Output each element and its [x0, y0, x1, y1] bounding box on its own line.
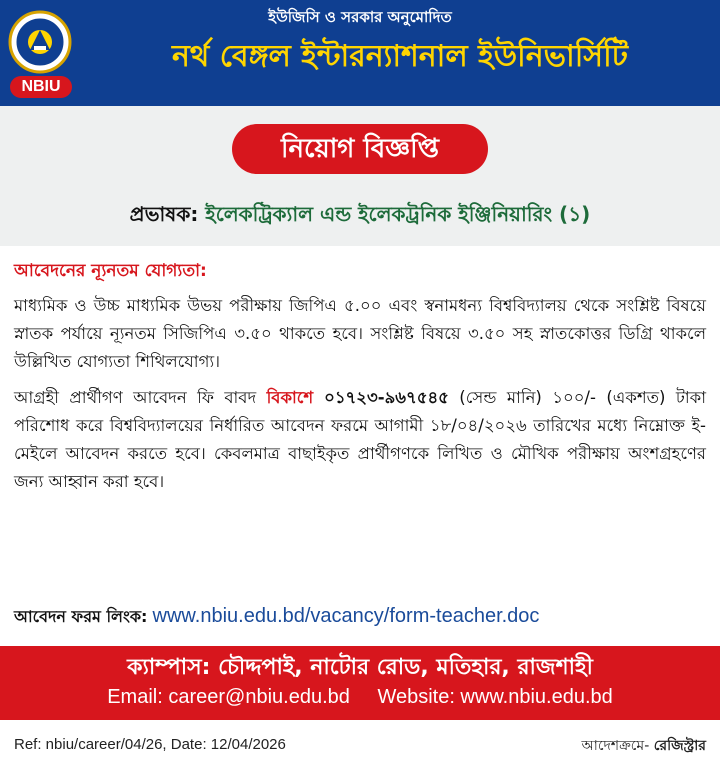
contact-footer — [0, 646, 720, 720]
order-signatory: রেজিস্ট্রার — [653, 738, 706, 754]
bkash-number: ০১৭২৩-৯৬৭৫৪৫ — [313, 388, 449, 407]
order-by — [582, 734, 707, 758]
campus-address: ক্যাম্পাস: চৌদ্দপাই, নাটোর রোড, মতিহার, রাজশাহী — [127, 655, 593, 680]
notice-title: নিয়োগ বিজ্ঞপ্তি — [232, 124, 488, 174]
email-link[interactable]: Email: career@nbiu.edu.bd — [107, 686, 350, 708]
qualification-title: আবেদনের ন্যূনতম যোগ্যতা: — [14, 261, 207, 281]
nbiu-badge: NBIU — [10, 76, 72, 98]
website-link[interactable]: Website: www.nbiu.edu.bd — [377, 686, 613, 708]
form-link-line — [14, 604, 714, 631]
header-banner — [0, 0, 720, 106]
university-name: নর্থ বেঙ্গল ইন্টারন্যাশনাল ইউনিভার্সিটি — [171, 39, 629, 74]
form-link-label: আবেদন ফরম লিংক: — [14, 607, 148, 626]
bkash-label: বিকাশে — [266, 388, 314, 407]
reference-number: Ref: nbiu/career/04/26, Date: 12/04/2026 — [14, 736, 286, 753]
qualification-text: মাধ্যমিক ও উচ্চ মাধ্যমিক উভয় পরীক্ষায় জিপিএ ৫.০০ এবং স্বনামধন্য বিশ্ববিদ্যালয় থেকে সংশ্লিষ্ট বিষয়ে স্নাতক পর্যায়ে ন্যূনতম সিজিপিএ ৩.৫০ থাকতে হবে। সংশ্লিষ্ট বিষয়ে ৩.৫০ সহ স্নাতকোত্তর ডিগ্রি থাকলে উল্লিখিত যোগ্যতা শিথিলযোগ্য। — [14, 296, 706, 371]
notice-body — [14, 258, 706, 496]
approval-text: ইউজিসি ও সরকার অনুমোদিত — [268, 8, 452, 26]
position-value: ইলেকট্রিক্যাল এন্ড ইলেকট্রনিক ইঞ্জিনিয়ারিং (১) — [205, 202, 591, 226]
form-link-url[interactable]: www.nbiu.edu.bd/vacancy/form-teacher.doc — [152, 605, 540, 627]
application-text — [14, 384, 706, 496]
application-text-after: (সেন্ড মানি) ১০০/- (একশত) টাকা পরিশোধ করে বিশ্ববিদ্যালয়ের নির্ধারিত আবেদন ফরমে আগামী ১৮/০৪/২০২৬ তারিখের মধ্যে নিম্নোক্ত ই-মেইলে আবেদন করতে হবে। কেবলমাত্র বাছাইকৃত প্রার্থীগণকে লিখিত ও মৌখিক পরীক্ষায় অংশগ্রহণের জন্য আহ্বান করা হবে। — [14, 388, 706, 491]
contact-line — [0, 686, 720, 709]
application-text-before: আগ্রহী প্রার্থীগণ আবেদন ফি বাবদ — [14, 388, 267, 407]
position-label: প্রভাষক: — [129, 202, 199, 226]
order-prefix: আদেশক্রমে- — [581, 738, 654, 754]
position-line — [0, 200, 720, 233]
